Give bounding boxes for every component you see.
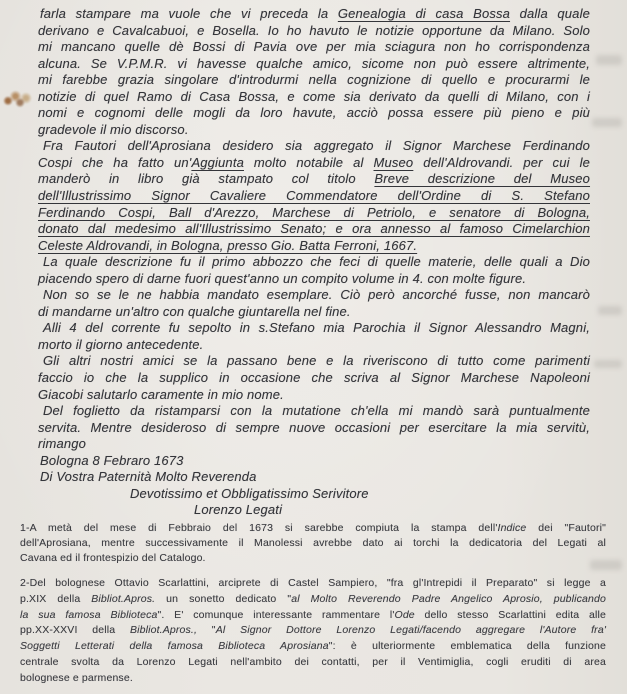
text-segment: servita. Mentre desideroso di sempre nuove occasioni per esercitare la mia servitù, <box>38 419 590 435</box>
letter-line <box>38 105 590 122</box>
letter-line <box>38 271 590 288</box>
footnote-line <box>20 521 606 536</box>
text-segment: alcuna. Se V.P.M.R. vi havesse qualche amico, sicome non può essere altrimente, <box>38 55 590 71</box>
letter-line <box>38 188 590 205</box>
underlined-text-segment: Ferdinando Cospi, Ball d'Arezzo, Marchese di Petriolo, e senatore di Bologna, <box>38 204 590 220</box>
bleed-through-artifact <box>592 118 622 127</box>
letter-line <box>38 56 590 73</box>
letter-line <box>38 89 590 106</box>
ink-stain-artifact <box>2 90 32 108</box>
text-segment: rimango <box>38 436 87 452</box>
letter-line <box>38 72 590 89</box>
bleed-through-artifact <box>598 306 622 315</box>
text-segment: dell'Aldrovandi. per cui le <box>413 154 590 170</box>
text-segment: farla stampare ma vuole che vi preceda la <box>40 6 338 21</box>
text-segment: manderò in libro già stampato col titolo <box>38 171 375 187</box>
bleed-through-artifact <box>596 55 622 65</box>
letter-line <box>38 370 590 387</box>
letter-line <box>38 436 590 453</box>
text-segment: Lorenzo Legati <box>194 502 283 518</box>
letter-line <box>38 39 590 56</box>
letter-line <box>38 502 590 519</box>
italic-text-segment: Bibliot.Apros. <box>91 592 156 605</box>
letter-line <box>38 387 590 404</box>
text-segment: centrale svolta da Lorenzo Legati nell'ambito dei contatti, per il Ventimiglia, cogli eruditi di area <box>20 655 606 668</box>
text-segment: Cavana ed il frontespizio del Catalogo. <box>20 552 206 564</box>
text-segment: pp.XX-XXVI della <box>20 624 130 637</box>
text-segment: morto il giorno antecedente. <box>38 336 204 352</box>
footnote-line <box>20 623 606 639</box>
text-segment: molto notabile al <box>243 154 374 170</box>
underlined-text-segment: Breve descrizione del Museo <box>374 171 591 187</box>
italic-text-segment: Al Signor Dottore Lorenzo Legati/facendo aggregare l'Autore fra' <box>215 624 606 637</box>
footnote-line <box>20 551 606 566</box>
underlined-text-segment: donato dal medesimo all'Illustrissimo Senato; e ora annesso al famoso Cimelarchion <box>38 221 590 237</box>
underlined-text-segment: Museo <box>373 154 414 170</box>
underlined-text-segment: Celeste Aldrovandi, in Bologna, presso Gio. Batta Ferroni, 1667. <box>38 237 418 253</box>
letter-line <box>38 23 590 40</box>
letter-line <box>38 254 590 271</box>
letter-line <box>38 420 590 437</box>
letter-line <box>38 337 590 354</box>
letter-line <box>38 453 590 470</box>
letter-line <box>38 287 590 304</box>
footnote-line <box>20 536 606 551</box>
footnote-line <box>20 639 606 655</box>
italic-text-segment: al Molto Reverendo Padre Angelico Aprosio, publicando <box>291 592 606 605</box>
footnote-line <box>20 592 606 608</box>
letter-line <box>38 122 590 139</box>
letter-line <box>38 353 590 370</box>
text-segment: Devotissimo et Obbligatissimo Serivitore <box>130 485 369 501</box>
text-segment: dalla quale <box>510 6 590 21</box>
footnote-line <box>20 671 606 687</box>
italic-text-segment: Bibliot.Apros., <box>130 624 198 637</box>
italic-text-segment: Indice <box>497 522 527 534</box>
footnote-1 <box>20 521 606 566</box>
letter-line <box>38 138 590 155</box>
text-segment: ". E' comunque interessante rammentare l' <box>157 608 395 621</box>
text-segment: dell'Aprosiana, mentre successivamente il Manolessi avrebbe dato ai torchi la dedicatoria del Legati al <box>20 537 606 549</box>
italic-text-segment: la sua famosa Biblioteca <box>20 608 158 621</box>
footnote-line <box>20 576 606 592</box>
footnote-line <box>20 655 606 671</box>
letter-line <box>38 469 590 486</box>
text-segment: Di Vostra Paternità Molto Reverenda <box>40 469 257 485</box>
footnote-line <box>20 608 606 624</box>
letter-line <box>38 320 590 337</box>
text-segment: Gli altri nostri amici se la passano bene e la riveriscono di tutto come parimenti <box>43 353 590 369</box>
text-segment: derivano e Cavalcabuoi, e Bosella. Io ho havuto le notizie opportune da Milano. Solo <box>38 22 590 38</box>
text-segment: Bologna 8 Febraro 1673 <box>40 452 184 468</box>
text-segment: Non so se le ne habbia mandato esemplare. Ciò però ancorché fusse, non mancarò <box>43 287 590 303</box>
letter-body <box>38 6 590 519</box>
text-segment: Alli 4 del corrente fu sepolto in s.Stefano mia Parochia il Signor Alessandro Magni, <box>43 320 590 336</box>
footnote-2 <box>20 576 606 687</box>
italic-text-segment: Ode <box>394 608 415 621</box>
letter-line <box>38 238 590 255</box>
letter-line <box>38 304 590 321</box>
text-segment: Fra Fautori dell'Aprosiana desidero sia aggregato il Signor Marchese Ferdinando <box>43 138 590 154</box>
text-segment: mi mancano quelle dè Bossi di Pavia ove per mia sciagura non ho corrispondenza <box>38 39 590 55</box>
italic-text-segment: Soggetti Letterati della famosa Biblioteca Aprosiana <box>20 640 329 653</box>
text-segment: Cospi che ha fatto un' <box>38 154 192 170</box>
letter-line <box>38 486 590 503</box>
underlined-text-segment: Aggiunta <box>191 154 244 170</box>
letter-line <box>38 221 590 238</box>
text-segment: gradevole il mio discorso. <box>38 121 189 137</box>
underlined-text-segment: dell'Illustrissimo Signor Cavaliere Commendatore dell'Ordine di S. Stefano <box>38 188 590 204</box>
text-segment: dei "Fautori" <box>526 522 606 534</box>
letter-line <box>38 155 590 172</box>
text-segment: " <box>197 624 216 637</box>
text-segment: notizie di quel Ramo di Casa Bossa, e come sia derivato da quelli di Milano, con i <box>38 88 590 104</box>
text-segment: di mandarne un'altro con qualche giuntarella nel fine. <box>38 303 351 319</box>
text-segment: ": è ulteriormente emblematica della funzione <box>328 640 606 653</box>
text-segment: dello stesso Scarlattini edita alle <box>414 608 606 621</box>
letter-line <box>38 403 590 420</box>
text-segment: faccio io che la supplico in occasione che scriva al Signor Marchese Napoleoni <box>38 370 590 386</box>
text-segment: p.XIX della <box>20 592 92 605</box>
letter-line <box>38 6 590 23</box>
text-segment: Giacobi salutarlo caramente in mio nome. <box>38 386 284 402</box>
letter-line <box>38 205 590 222</box>
text-segment: piacendo spero di darne fuori quest'anno un compito volume in 4. con molte figure. <box>38 270 527 286</box>
underlined-text-segment: Genealogia di casa Bossa <box>337 6 511 21</box>
text-segment: 1-A metà del mese di Febbraio del 1673 si sarebbe compiuta la stampa dell' <box>20 522 498 534</box>
text-segment: mi farebbe grazia singolare d'introdurmi nella cognizione di quello e procurarmi le <box>38 72 590 88</box>
letter-line <box>38 171 590 188</box>
text-segment: un sonetto dedicato " <box>155 592 292 605</box>
text-segment: La quale descrizione fu il primo abbozzo che feci di quelle materie, delle quali a Dio <box>43 254 590 270</box>
text-segment: 2-Del bolognese Ottavio Scarlattini, arciprete di Castel Sampiero, "fra gl'Intrepidi il Preparato" si legge a <box>20 577 606 589</box>
text-segment: bolognese e parmense. <box>20 671 133 684</box>
text-segment: Del foglietto da ristamparsi con la mutatione ch'ella mi mandò sarà puntualmente <box>43 403 590 419</box>
bleed-through-artifact <box>594 360 622 368</box>
text-segment: nomi e cognomi delle mogli da loro havute, acciò possa essere più pieno e più <box>38 105 590 121</box>
